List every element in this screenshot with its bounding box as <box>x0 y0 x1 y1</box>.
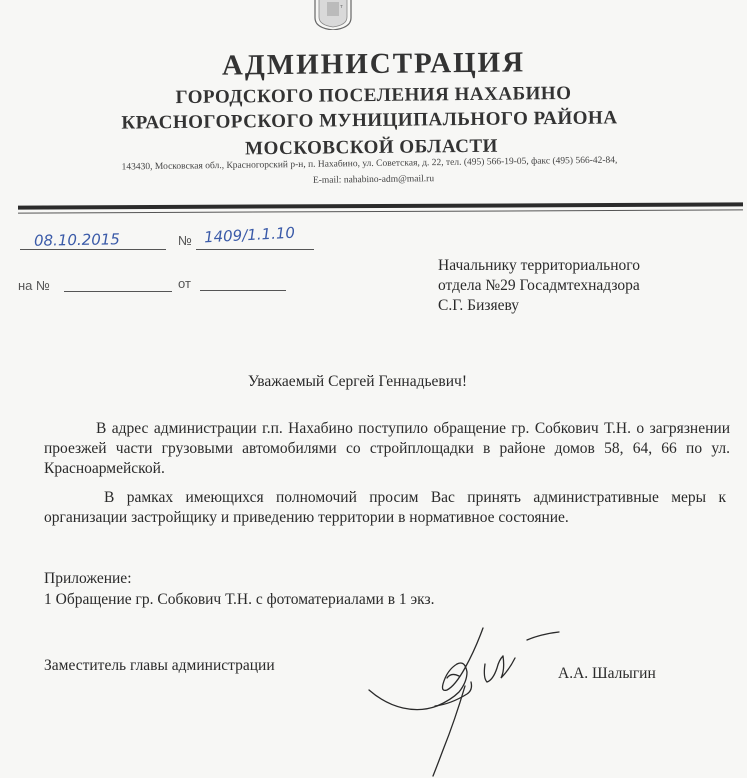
ref-date-label: от <box>178 276 191 291</box>
reg-number: 1409/1.1.10 <box>203 223 296 247</box>
org-address: 143430, Московская обл., Красногорский р-н, п. Нахабино, ул. Советская, д. 22, тел. (495) 566-19-05, факс (495) 566-42-84, <box>121 155 618 173</box>
addressee-line-1: Начальнику территориального <box>438 257 640 274</box>
reg-date: 08.10.2015 <box>33 230 121 250</box>
org-title: АДМИНИСТРАЦИЯ <box>221 46 526 82</box>
number-underline <box>196 249 314 250</box>
body-paragraph-2: В рамках имеющихся полномочий просим Вас принять административные меры к организации застройщику и приведению территории в нормативное состояние. <box>44 489 726 526</box>
addressee-line-3: С.Г. Бизяеву <box>438 297 520 314</box>
org-subtitle-1: ГОРОДСКОГО ПОСЕЛЕНИЯ НАХАБИНО <box>175 82 572 109</box>
body-paragraph-1: В адрес администрации г.п. Нахабино поступило обращение гр. Собкович Т.Н. о загрязнении проезжей части грузовыми автомобилями со стройплощадки в районе домов 58, 64, 66 по ул. Красноармейской. <box>44 420 730 477</box>
ref-number-underline <box>64 291 172 292</box>
org-email: E-mail: nahabino-adm@mail.ru <box>312 174 435 186</box>
signatory-position: Заместитель главы администрации <box>44 657 275 674</box>
handwritten-signature <box>355 620 570 778</box>
reg-number-label: № <box>178 233 192 248</box>
svg-text:т: т <box>340 4 343 10</box>
header-divider-thick <box>18 202 743 209</box>
attachment-label: Приложение: <box>44 570 132 587</box>
header-divider-thin <box>18 209 743 213</box>
signatory-name: А.А. Шалыгин <box>558 665 656 682</box>
org-subtitle-2: КРАСНОГОРСКОГО МУНИЦИПАЛЬНОГО РАЙОНА <box>121 107 618 134</box>
ref-number-label: на № <box>18 278 50 293</box>
attachment-item: 1 Обращение гр. Собкович Т.Н. с фотоматериалами в 1 экз. <box>44 591 435 608</box>
org-subtitle-3: МОСКОВСКОЙ ОБЛАСТИ <box>245 135 498 160</box>
ref-date-underline <box>200 290 286 291</box>
coat-of-arms-emblem <box>311 0 355 30</box>
addressee-line-2: отдела №29 Госадмтехнадзора <box>438 277 640 294</box>
greeting: Уважаемый Сергей Геннадьевич! <box>248 373 467 390</box>
